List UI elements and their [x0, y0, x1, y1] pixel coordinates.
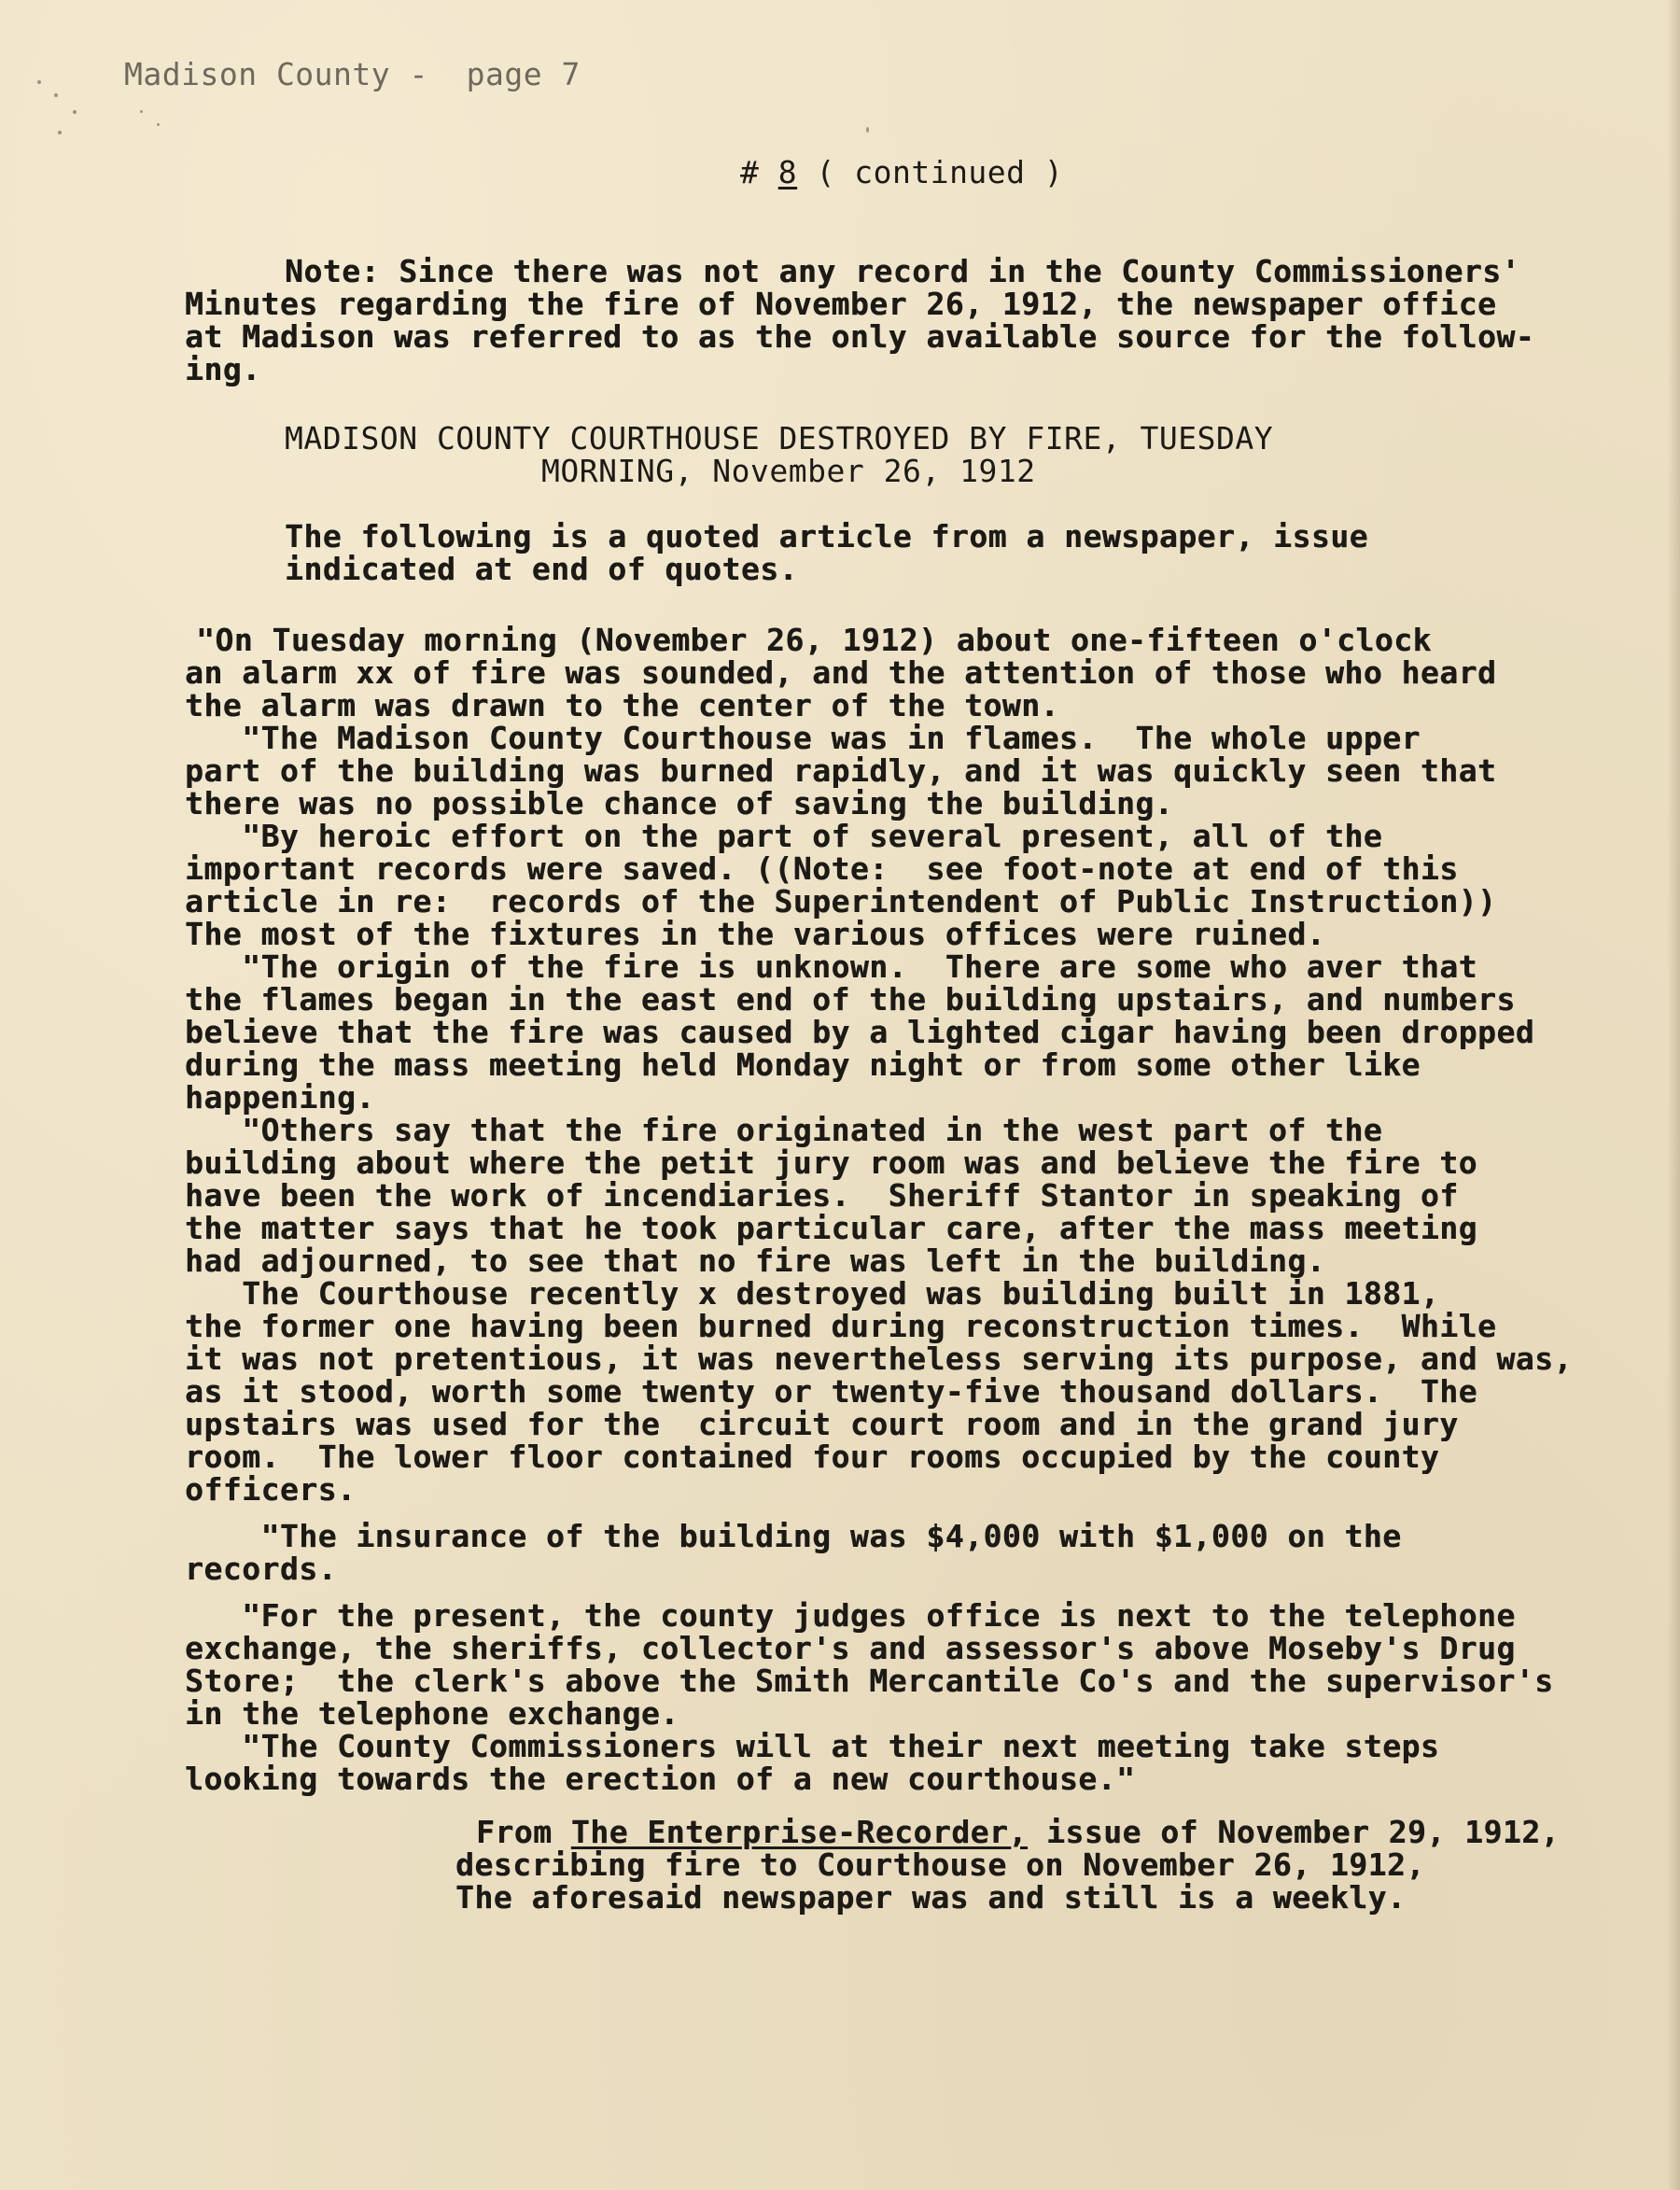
article-line: upstairs was used for the circuit court room and in the grand jury [185, 1406, 1459, 1442]
article-line: exchange, the sheriffs, collector's and assessor's above Moseby's Drug [185, 1630, 1516, 1666]
article-line: room. The lower floor contained four rooms occupied by the county [185, 1439, 1440, 1475]
article-line: the matter says that he took particular care, after the mass meeting [185, 1210, 1478, 1246]
article-line: "For the present, the county judges office is next to the telephone [185, 1597, 1516, 1634]
article-line: The Courthouse recently x destroyed was building built in 1881, [185, 1275, 1440, 1312]
continued-label: ( continued ) [797, 154, 1064, 190]
article-line: "By heroic effort on the part of several present, all of the [185, 818, 1383, 854]
article-line: "The Madison County Courthouse was in flames. The whole upper [185, 720, 1421, 756]
article-line: records. [185, 1551, 337, 1587]
publication-name: The Enterprise-Recorder, [570, 1814, 1028, 1850]
intro-line: The following is a quoted article from a newspaper, issue [285, 518, 1368, 555]
item-header [740, 156, 1063, 189]
article-line: the former one having been burned during reconstruction times. While [185, 1308, 1497, 1344]
article-line: have been the work of incendiaries. Sheriff Stantor in speaking of [185, 1177, 1459, 1214]
citation-from: From [476, 1814, 571, 1850]
article-line: as it stood, worth some twenty or twenty-five thousand dollars. The [185, 1373, 1478, 1410]
article-line: an alarm xx of fire was sounded, and the attention of those who heard [185, 654, 1497, 691]
article-line: the alarm was drawn to the center of the town. [185, 687, 1059, 723]
article-line: "The origin of the fire is unknown. There are some who aver that [185, 948, 1478, 985]
citation-line-2: describing fire to Courthouse on November 26, 1912, [455, 1846, 1425, 1883]
article-line: important records were saved. ((Note: see foot-note at end of this [185, 850, 1459, 887]
citation-issue: issue of November 29, 1912, [1027, 1814, 1560, 1850]
note-line: at Madison was referred to as the only available source for the follow- [185, 318, 1535, 355]
headline-line-2: MORNING, November 26, 1912 [541, 453, 1036, 489]
article-line: believe that the fire was caused by a lighted cigar having been dropped [185, 1014, 1535, 1050]
article-line: in the telephone exchange. [185, 1695, 679, 1732]
running-head: Madison County - page 7 [124, 56, 581, 92]
article-line: officers. [185, 1471, 357, 1508]
article-line: happening. [185, 1079, 375, 1116]
intro-line: indicated at end of quotes. [285, 551, 798, 587]
article-line: had adjourned, to see that no fire was left in the building. [185, 1242, 1326, 1279]
article-line: there was no possible chance of saving the building. [185, 785, 1174, 821]
article-line: it was not pretentious, it was nevertheless serving its purpose, and was, [185, 1341, 1573, 1377]
article-line: the flames began in the east end of the building upstairs, and numbers [185, 981, 1516, 1018]
article-line: The most of the fixtures in the various offices were ruined. [185, 916, 1326, 952]
article-line: looking towards the erection of a new courthouse." [185, 1761, 1136, 1797]
article-line: part of the building was burned rapidly, and it was quickly seen that [185, 752, 1497, 789]
article-line: article in re: records of the Superintendent of Public Instruction)) [185, 883, 1497, 920]
article-line: "The County Commissioners will at their next meeting take steps [185, 1728, 1440, 1764]
item-number: 8 [777, 154, 798, 190]
note-line: ing. [185, 351, 261, 387]
article-line: during the mass meeting held Monday night or from some other like [185, 1046, 1421, 1083]
citation-line-1 [476, 1816, 1560, 1848]
note-line: Note: Since there was not any record in the County Commissioners' [285, 253, 1520, 289]
headline-line-1: MADISON COUNTY COURTHOUSE DESTROYED BY FIRE, TUESDAY [285, 420, 1274, 456]
number-mark: # [740, 154, 778, 190]
note-line: Minutes regarding the fire of November 26, 1912, the newspaper office [185, 286, 1497, 322]
article-line: "Others say that the fire originated in the west part of the [185, 1112, 1383, 1148]
article-line: "The insurance of the building was $4,000 with $1,000 on the [185, 1518, 1402, 1554]
article-line: "On Tuesday morning (November 26, 1912) about one-fifteen o'clock [196, 622, 1432, 658]
article-line: building about where the petit jury room was and believe the fire to [185, 1144, 1478, 1181]
citation-line-3: The aforesaid newspaper was and still is a weekly. [455, 1879, 1407, 1916]
article-line: Store; the clerk's above the Smith Mercantile Co's and the supervisor's [185, 1663, 1554, 1699]
